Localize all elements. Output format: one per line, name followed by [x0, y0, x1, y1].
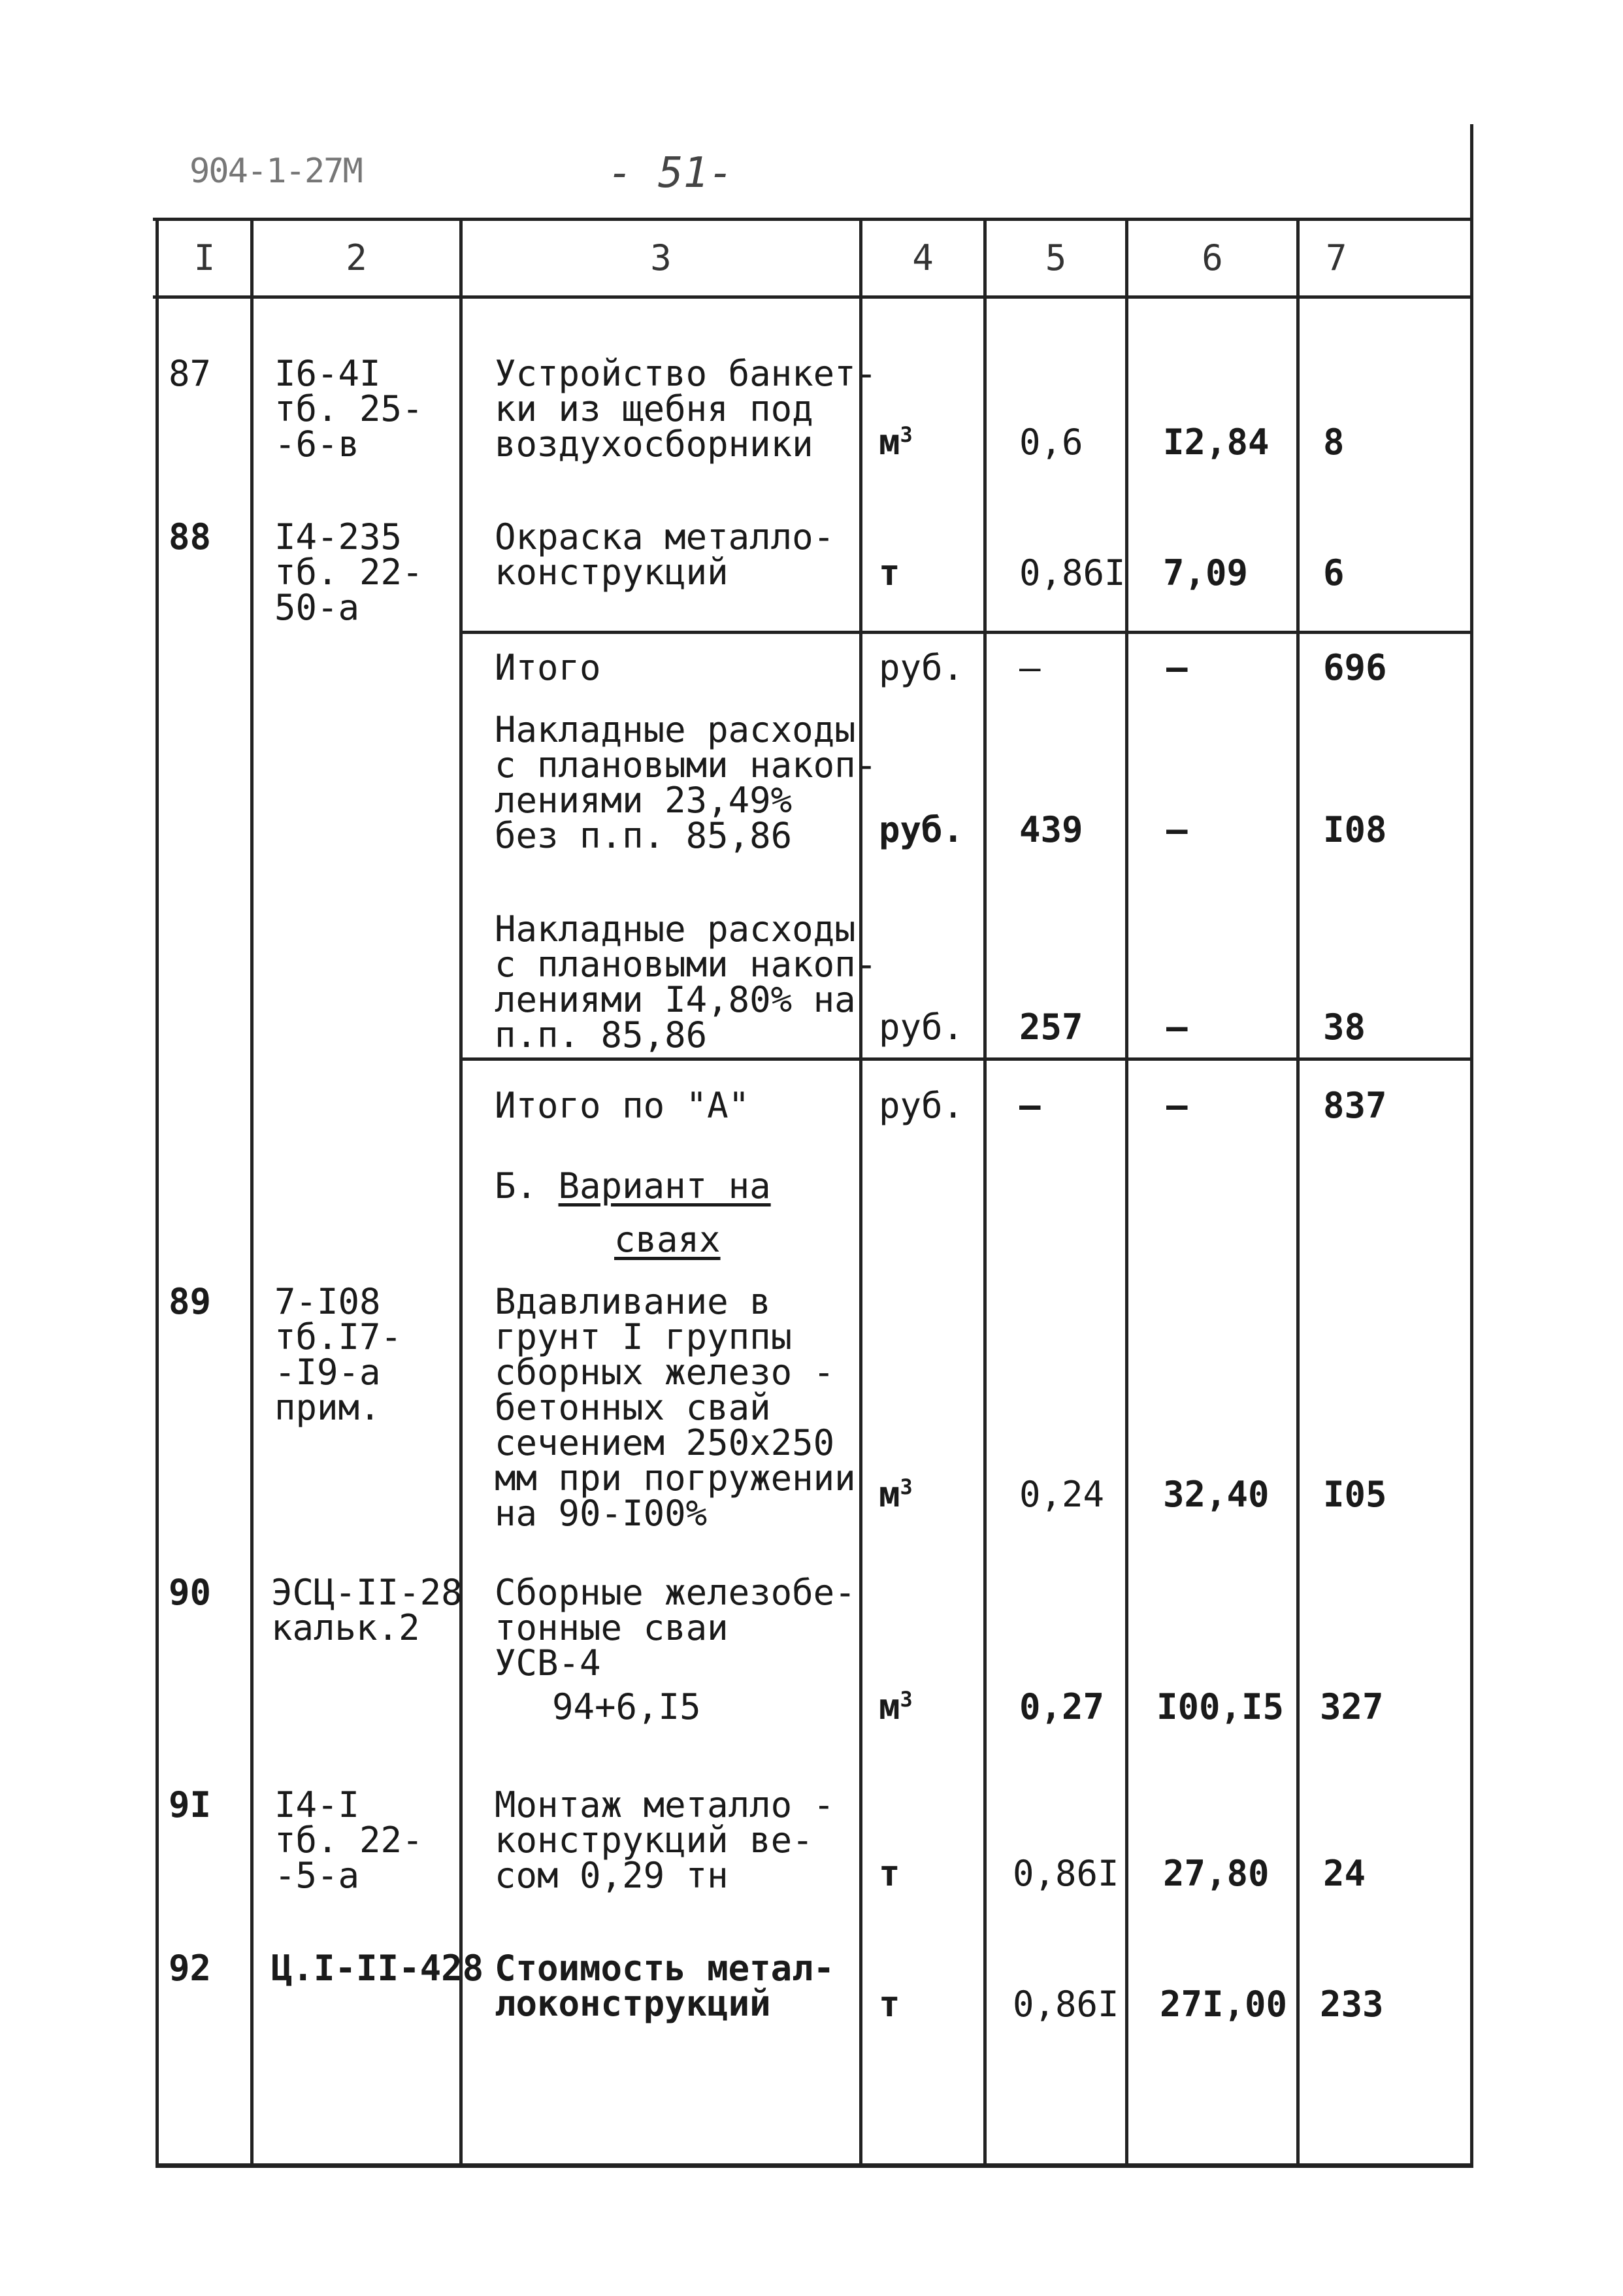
quantity: 0,24 [1019, 1474, 1105, 1515]
unit-price: 7,09 [1163, 552, 1249, 593]
column-header-7: 7 [1326, 237, 1347, 278]
unit: $м^3$ [879, 1686, 913, 1727]
unit-price: – [1166, 809, 1188, 850]
unit-price: – [1166, 647, 1188, 688]
quantity: 257 [1019, 1007, 1083, 1048]
total-cost: I05 [1323, 1474, 1387, 1515]
norm-code: I6-4I тб. 25- -6-в [274, 353, 423, 465]
total-a-rule [461, 1057, 1473, 1061]
row-number: 90 [169, 1572, 212, 1613]
norm-code: I4-I тб. 22- -5-а [274, 1784, 423, 1896]
col-border-3-4 [859, 218, 862, 2168]
norm-code: ЭСЦ-II-28 кальк.2 [271, 1572, 463, 1648]
column-header-3: 3 [650, 237, 672, 278]
total-cost: I08 [1323, 809, 1387, 850]
unit-price: – [1166, 1007, 1188, 1048]
work-description: Монтаж металло - конструкций ве- сом 0,29 тн [495, 1784, 835, 1896]
page-number: - 51- [608, 149, 734, 197]
row-number: 89 [169, 1281, 212, 1322]
quantity: 0,86I [1013, 1853, 1119, 1894]
norm-code: I4-235 тб. 22- 50-а [274, 516, 423, 628]
unit-price: 27I,00 [1160, 1984, 1288, 2025]
col-border-6-7 [1296, 218, 1300, 2168]
header-rule [153, 295, 1473, 299]
total-cost: 327 [1320, 1686, 1384, 1727]
total-cost: 696 [1323, 647, 1387, 688]
column-header-6: 6 [1202, 237, 1223, 278]
row-number: 88 [169, 516, 212, 557]
unit: руб. [879, 1085, 964, 1126]
unit: т [879, 552, 900, 593]
unit: руб. [879, 647, 964, 688]
row-number: 87 [169, 353, 212, 394]
unit-price: 32,40 [1163, 1474, 1270, 1515]
work-description: Стоимость метал- локонструкций [495, 1948, 835, 2024]
work-description: Вдавливание в грунт I группы сборных железо - бетонных свай сечением 250х250 мм при погружении на 90-I00% [495, 1281, 856, 1534]
column-header-2: 2 [346, 237, 367, 278]
total-cost: 6 [1323, 552, 1345, 593]
total-cost: 837 [1323, 1085, 1387, 1126]
section-heading-line2: сваях [614, 1219, 721, 1260]
row-number: 92 [169, 1948, 212, 1989]
section-heading-line1: Б. Вариант на [495, 1165, 771, 1206]
work-description: Окраска металло- конструкций [495, 516, 835, 593]
col-border-2-3 [459, 218, 463, 2168]
unit: т [879, 1853, 900, 1894]
work-description: Накладные расходы с плановыми накоп- лениями 23,49% без п.п. 85,86 [495, 709, 877, 856]
total-cost: 24 [1323, 1853, 1366, 1894]
unit-price: – [1166, 1085, 1188, 1126]
quantity: 439 [1019, 809, 1083, 850]
quantity: 0,27 [1019, 1686, 1105, 1727]
work-description: Итого [495, 647, 601, 688]
work-description: Сборные железобе- тонные сваи УСВ-4 [495, 1572, 856, 1684]
unit-price: 27,80 [1163, 1853, 1270, 1894]
unit: $м^3$ [879, 1474, 913, 1515]
column-header-1: I [193, 237, 216, 278]
col-border-right [1470, 124, 1473, 2168]
unit: т [879, 1984, 900, 2025]
subtotal-rule [461, 631, 1473, 634]
unit: руб. [879, 1007, 964, 1048]
work-description: Итого по "А" [495, 1085, 750, 1126]
unit: $м^3$ [879, 422, 913, 463]
quantity: 0,6 [1019, 422, 1083, 463]
unit-price: I00,I5 [1156, 1686, 1285, 1727]
total-cost: 38 [1323, 1007, 1366, 1048]
column-header-5: 5 [1045, 237, 1067, 278]
unit: руб. [879, 809, 964, 850]
document-code: 904-1-27М [189, 152, 362, 191]
norm-code: 7-I08 тб.I7- -I9-а прим. [274, 1281, 402, 1428]
top-rule [153, 218, 1473, 221]
unit-price: I2,84 [1163, 422, 1270, 463]
work-description-extra: 94+6,I5 [552, 1686, 701, 1727]
quantity: 0,86I [1013, 1984, 1119, 2025]
quantity: – [1019, 647, 1041, 688]
work-description: Накладные расходы с плановыми накоп- лениями I4,80% на п.п. 85,86 [495, 908, 877, 1056]
col-border-4-5 [983, 218, 987, 2168]
total-cost: 8 [1323, 422, 1345, 463]
norm-code: Ц.I-II-428 [271, 1948, 484, 1989]
col-border-left [156, 218, 159, 2168]
quantity: – [1019, 1085, 1041, 1126]
total-cost: 233 [1320, 1984, 1384, 2025]
column-header-4: 4 [912, 237, 934, 278]
work-description: Устройство банкет- ки из щебня под воздухосборники [495, 353, 877, 465]
col-border-5-6 [1125, 218, 1128, 2168]
bottom-rule [157, 2163, 1473, 2168]
quantity: 0,86I [1019, 552, 1126, 593]
col-border-1-2 [250, 218, 254, 2168]
row-number: 9I [169, 1784, 212, 1825]
